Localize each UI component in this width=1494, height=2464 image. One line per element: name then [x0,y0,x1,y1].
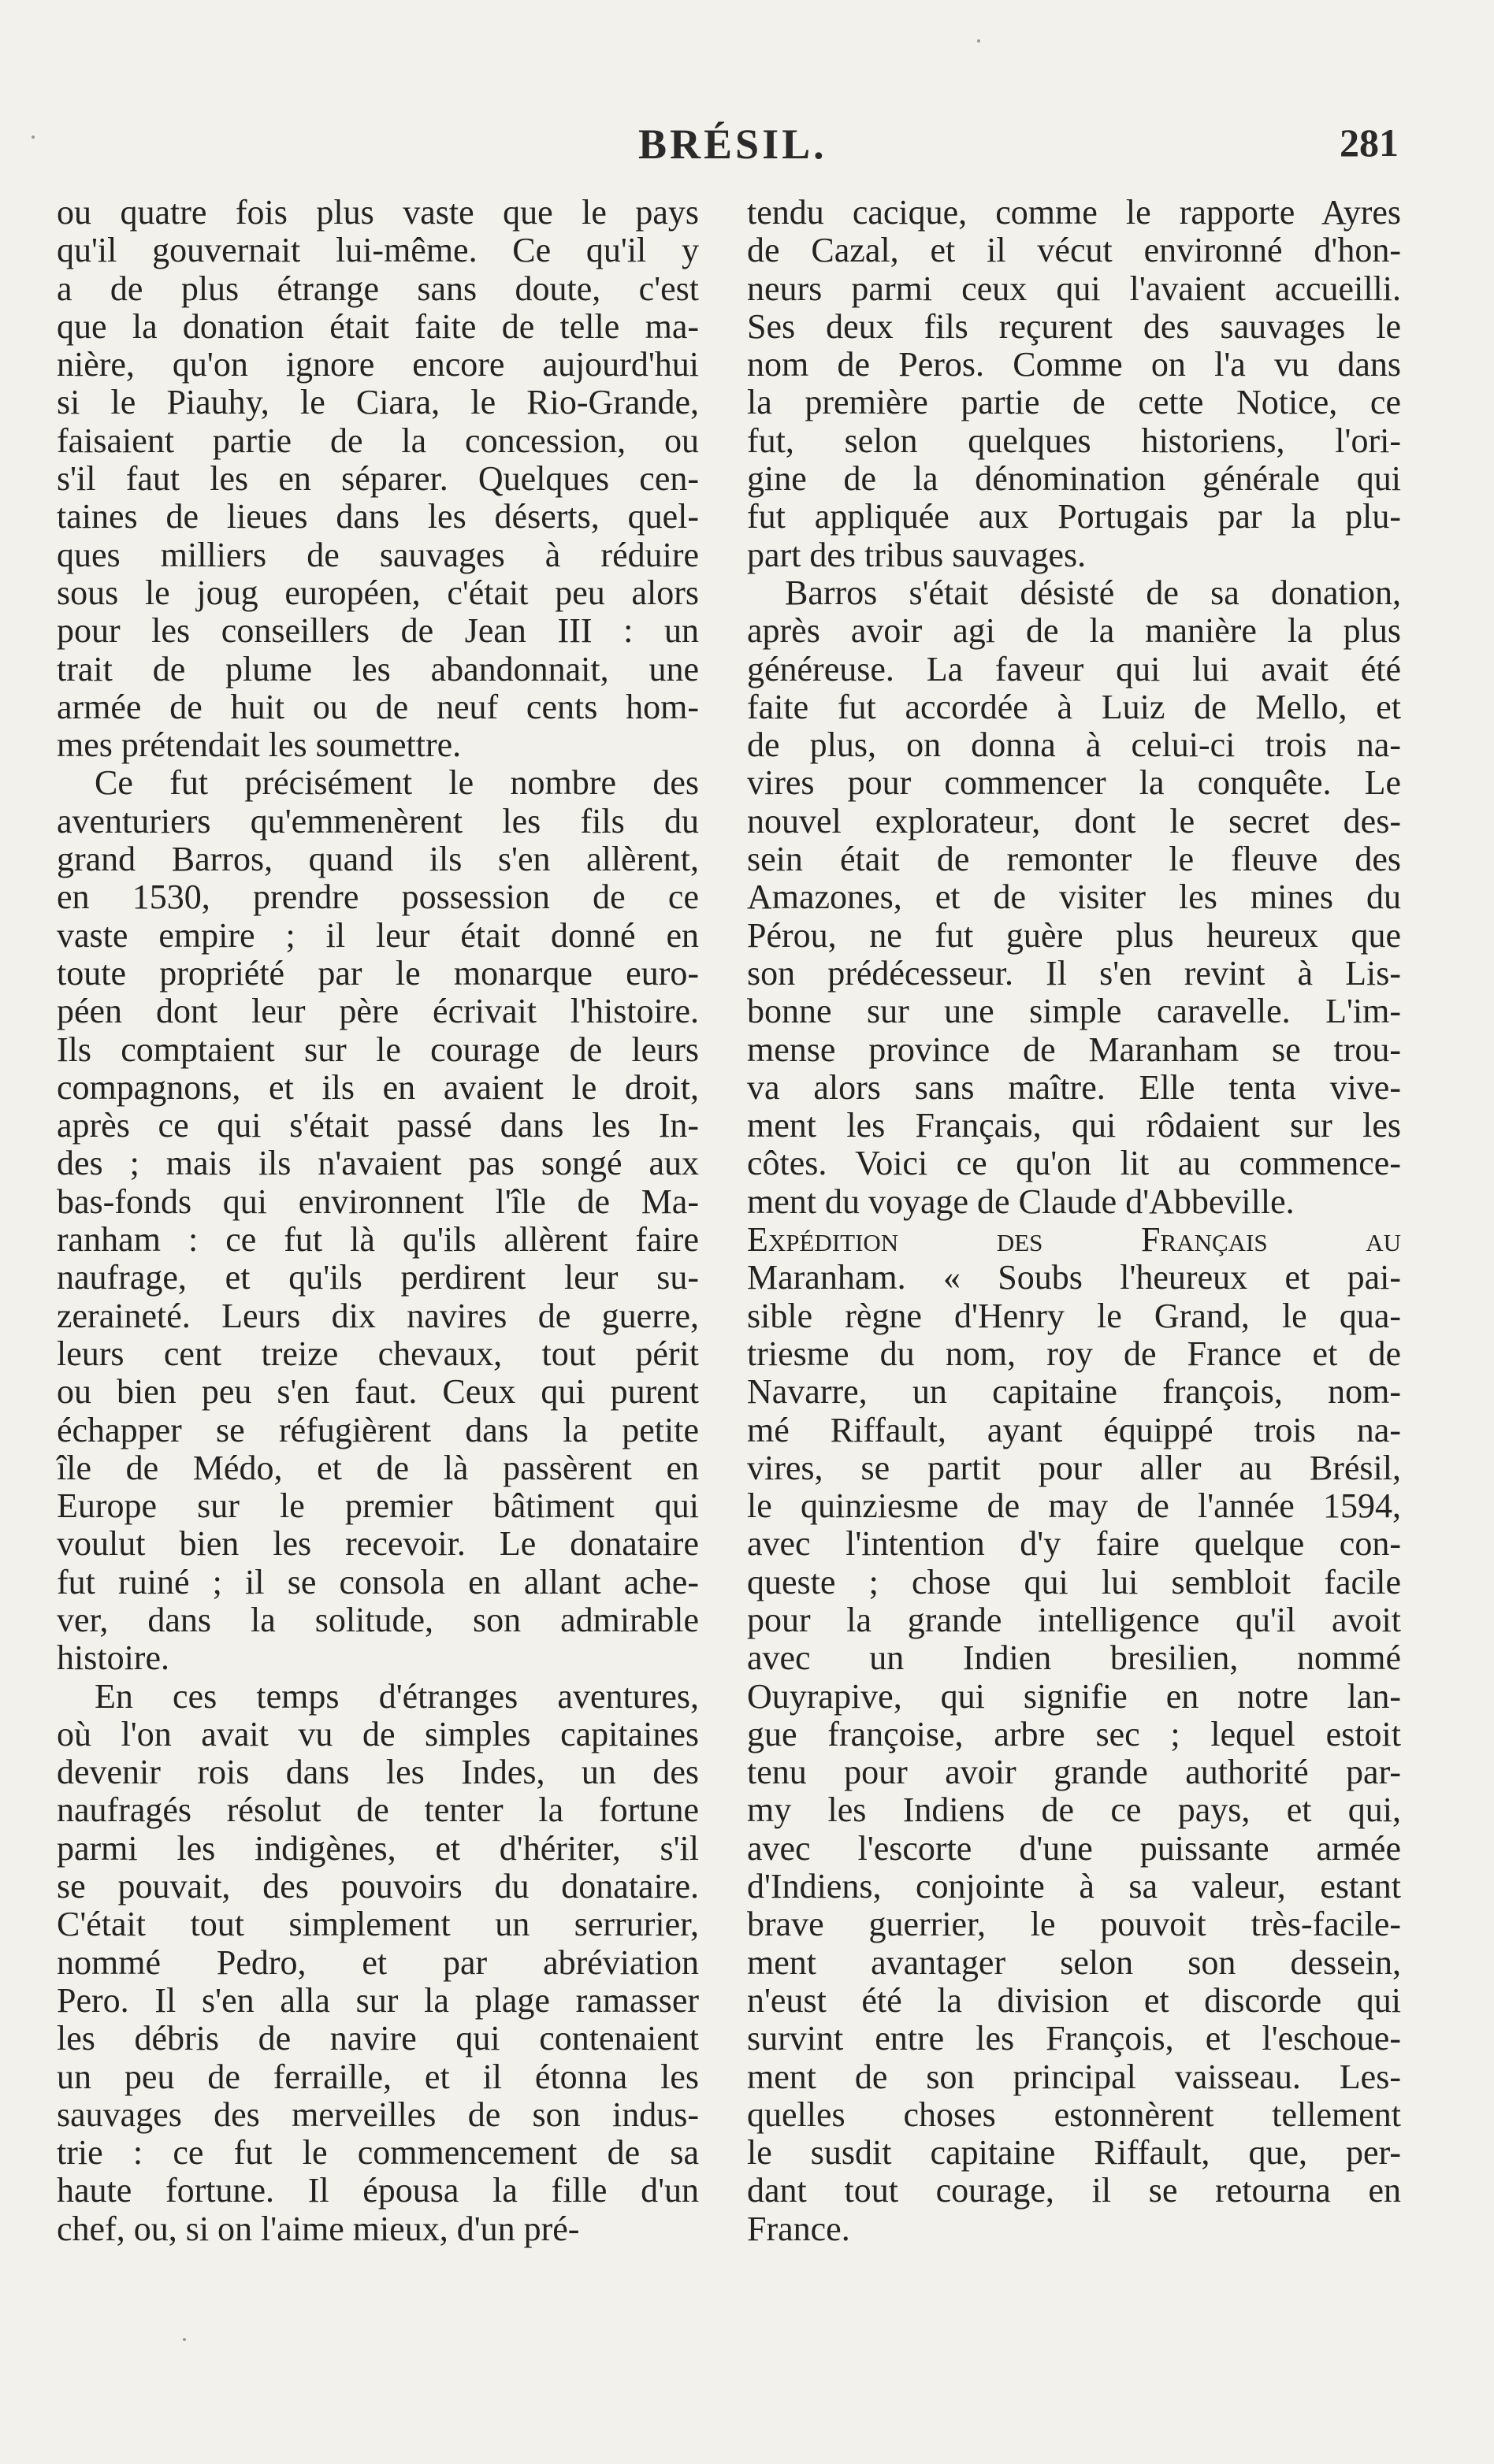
text-line: survint entre les François, et l'eschoue- [747,2019,1401,2058]
paper-speck [32,135,35,139]
text-line: la première partie de cette Notice, ce [747,383,1401,422]
text-line: mense province de Maranham se trou- [747,1030,1401,1069]
text-line: faite fut accordée à Luiz de Mello, et [747,687,1401,726]
text-line: n'eust été la division et discorde qui [747,1980,1401,2020]
text-line: Pero. Il s'en alla sur la plage ramasser [57,1980,699,2020]
text-line: zeraineté. Leurs dix navires de guerre, [57,1296,699,1335]
text-line: fut appliquée aux Portugais par la plu- [747,497,1401,536]
page-number: 281 [1340,121,1399,165]
text-line: mes prétendait les soumettre. [57,725,462,765]
text-line: avec l'escorte d'une puissante armée [747,1828,1401,1868]
text-line: queste ; chose qui lui sembloit facile [747,1562,1401,1601]
text-line: Ce fut précisément le nombre des [95,763,699,803]
text-line: les débris de navire qui contenaient [57,2019,699,2058]
text-line: de plus, on donna à celui-ci trois na- [747,725,1401,765]
text-line: trait de plume les abandonnait, une [57,649,699,688]
text-line: toute propriété par le monarque euro- [57,953,699,993]
text-line: faisaient partie de la concession, ou [57,421,699,460]
text-line: naufrage, et qu'ils perdirent leur su- [57,1258,699,1297]
text-line: d'Indiens, conjointe à sa valeur, estant [747,1867,1401,1906]
text-line: Europe sur le premier bâtiment qui [57,1486,699,1526]
text-line: île de Médo, et de là passèrent en [57,1448,699,1487]
text-line: ment du voyage de Claude d'Abbeville. [747,1182,1295,1221]
text-line: de Cazal, et il vécut environné d'hon- [747,231,1401,270]
text-line: quelles choses estonnèrent tellement [747,2095,1401,2134]
text-line: ranham : ce fut là qu'ils allèrent faire [57,1220,699,1260]
text-line: après ce qui s'était passé dans les In- [57,1106,699,1145]
text-line: En ces temps d'étranges aventures, [95,1676,699,1716]
text-line: Navarre, un capitaine françois, nom- [747,1372,1401,1412]
text-line: bas-fonds qui environnent l'île de Ma- [57,1182,699,1221]
text-line: Maranham. « Soubs l'heureux et pai- [747,1258,1401,1297]
text-line: gue françoise, arbre sec ; lequel estoit [747,1714,1401,1753]
text-line: pour la grande intelligence qu'il avoit [747,1600,1401,1639]
text-line: ou bien peu s'en faut. Ceux qui purent [57,1372,699,1412]
text-line: haute fortune. Il épousa la fille d'un [57,2171,699,2210]
text-line: mé Riffault, ayant équippé trois na- [747,1410,1401,1449]
text-line: si le Piauhy, le Ciara, le Rio-Grande, [57,383,699,422]
text-line: Barros s'était désisté de sa donation, [785,573,1401,612]
text-line: taines de lieues dans les déserts, quel- [57,497,699,536]
text-line: son prédécesseur. Il s'en revint à Lis- [747,953,1401,993]
text-line: histoire. [57,1638,169,1678]
text-line: neurs parmi ceux qui l'avaient accueilli. [747,269,1401,308]
text-line: vires, se partit pour aller au Brésil, [747,1448,1401,1487]
running-head [0,120,1494,175]
text-line: qu'il gouvernait lui-même. Ce qu'il y [57,231,699,270]
text-line: ou quatre fois plus vaste que le pays [57,193,699,232]
text-line: avec un Indien bresilien, nommé [747,1638,1401,1678]
text-line: péen dont leur père écrivait l'histoire. [57,992,699,1031]
text-line: ment avantager selon son dessein, [747,1943,1401,1982]
text-line: armée de huit ou de neuf cents hom- [57,687,699,726]
text-line: sauvages des merveilles de son indus- [57,2095,699,2134]
text-line: avec l'intention d'y faire quelque con- [747,1524,1401,1564]
text-line: nommé Pedro, et par abréviation [57,1943,699,1982]
text-line: fut, selon quelques historiens, l'ori- [747,421,1401,460]
text-line: France. [747,2209,850,2248]
text-line: Ils comptaient sur le courage de leurs [57,1030,699,1069]
text-line: ment de son principal vaisseau. Les- [747,2057,1401,2096]
running-head-title: BRÉSIL. [638,121,827,168]
text-line: brave guerrier, le pouvoit très-facile- [747,1905,1401,1944]
text-line: ment les Français, qui rôdaient sur les [747,1106,1401,1145]
text-line: Amazones, et de visiter les mines du [747,878,1401,917]
text-line: ques milliers de sauvages à réduire [57,535,699,574]
text-line: dant tout courage, il se retourna en [747,2171,1401,2210]
text-line: trie : ce fut le commencement de sa [57,2133,699,2173]
text-line: nière, qu'on ignore encore aujourd'hui [57,345,699,384]
text-line: vaste empire ; il leur était donné en [57,915,699,955]
text-line: compagnons, et ils en avaient le droit, [57,1067,699,1107]
text-line: triesme du nom, roy de France et de [747,1334,1401,1373]
left-text-column [57,194,699,2248]
text-line: devenir rois dans les Indes, un des [57,1753,699,1792]
text-line: côtes. Voici ce qu'on lit au commence- [747,1144,1401,1183]
text-line: Expédition des Français au [747,1220,1401,1260]
text-line: voulut bien les recevoir. Le donataire [57,1524,699,1564]
text-line: naufragés résolut de tenter la fortune [57,1790,699,1830]
text-line: vires pour commencer la conquête. Le [747,763,1401,803]
text-line: pour les conseillers de Jean III : un [57,611,699,651]
text-line: des ; mais ils n'avaient pas songé aux [57,1144,699,1183]
text-line: nouvel explorateur, dont le secret des- [747,801,1401,841]
text-line: tenu pour avoir grande authorité par- [747,1753,1401,1792]
text-line: a de plus étrange sans doute, c'est [57,269,699,308]
right-text-column [747,194,1401,2248]
text-line: va alors sans maître. Elle tenta vive- [747,1067,1401,1107]
text-line: généreuse. La faveur qui lui avait été [747,649,1401,688]
text-line: leurs cent treize chevaux, tout périt [57,1334,699,1373]
paper-speck [977,39,980,43]
text-line: aventuriers qu'emmenèrent les fils du [57,801,699,841]
text-line: ver, dans la solitude, son admirable [57,1600,699,1639]
text-line: parmi les indigènes, et d'hériter, s'il [57,1828,699,1868]
text-line: nom de Peros. Comme on l'a vu dans [747,345,1401,384]
text-line: grand Barros, quand ils s'en allèrent, [57,840,699,879]
text-line: Ses deux fils reçurent des sauvages le [747,306,1401,346]
text-line: échapper se réfugièrent dans la petite [57,1410,699,1449]
text-line: part des tribus sauvages. [747,535,1087,574]
text-line: le quinziesme de may de l'année 1594, [747,1486,1401,1526]
text-line: chef, ou, si on l'aime mieux, d'un pré- [57,2209,580,2248]
text-line: après avoir agi de la manière la plus [747,611,1401,651]
text-line: sible règne d'Henry le Grand, le qua- [747,1296,1401,1335]
paper-speck [183,2338,186,2341]
text-line: sein était de remonter le fleuve des [747,840,1401,879]
text-line: Pérou, ne fut guère plus heureux que [747,915,1401,955]
text-line: en 1530, prendre possession de ce [57,878,699,917]
text-line: tendu cacique, comme le rapporte Ayres [747,193,1401,232]
text-line: où l'on avait vu de simples capitaines [57,1714,699,1753]
text-line: le susdit capitaine Riffault, que, per- [747,2133,1401,2173]
text-line: un peu de ferraille, et il étonna les [57,2057,699,2096]
text-line: que la donation était faite de telle ma- [57,306,699,346]
text-line: se pouvait, des pouvoirs du donataire. [57,1867,699,1906]
text-line: C'était tout simplement un serrurier, [57,1905,699,1944]
text-line: s'il faut les en séparer. Quelques cen- [57,459,699,499]
text-line: Ouyrapive, qui signifie en notre lan- [747,1676,1401,1716]
text-line: gine de la dénomination générale qui [747,459,1401,499]
text-line: my les Indiens de ce pays, et qui, [747,1790,1401,1830]
text-line: bonne sur une simple caravelle. L'im- [747,992,1401,1031]
text-line: fut ruiné ; il se consola en allant ache- [57,1562,699,1601]
text-line: sous le joug européen, c'était peu alors [57,573,699,612]
